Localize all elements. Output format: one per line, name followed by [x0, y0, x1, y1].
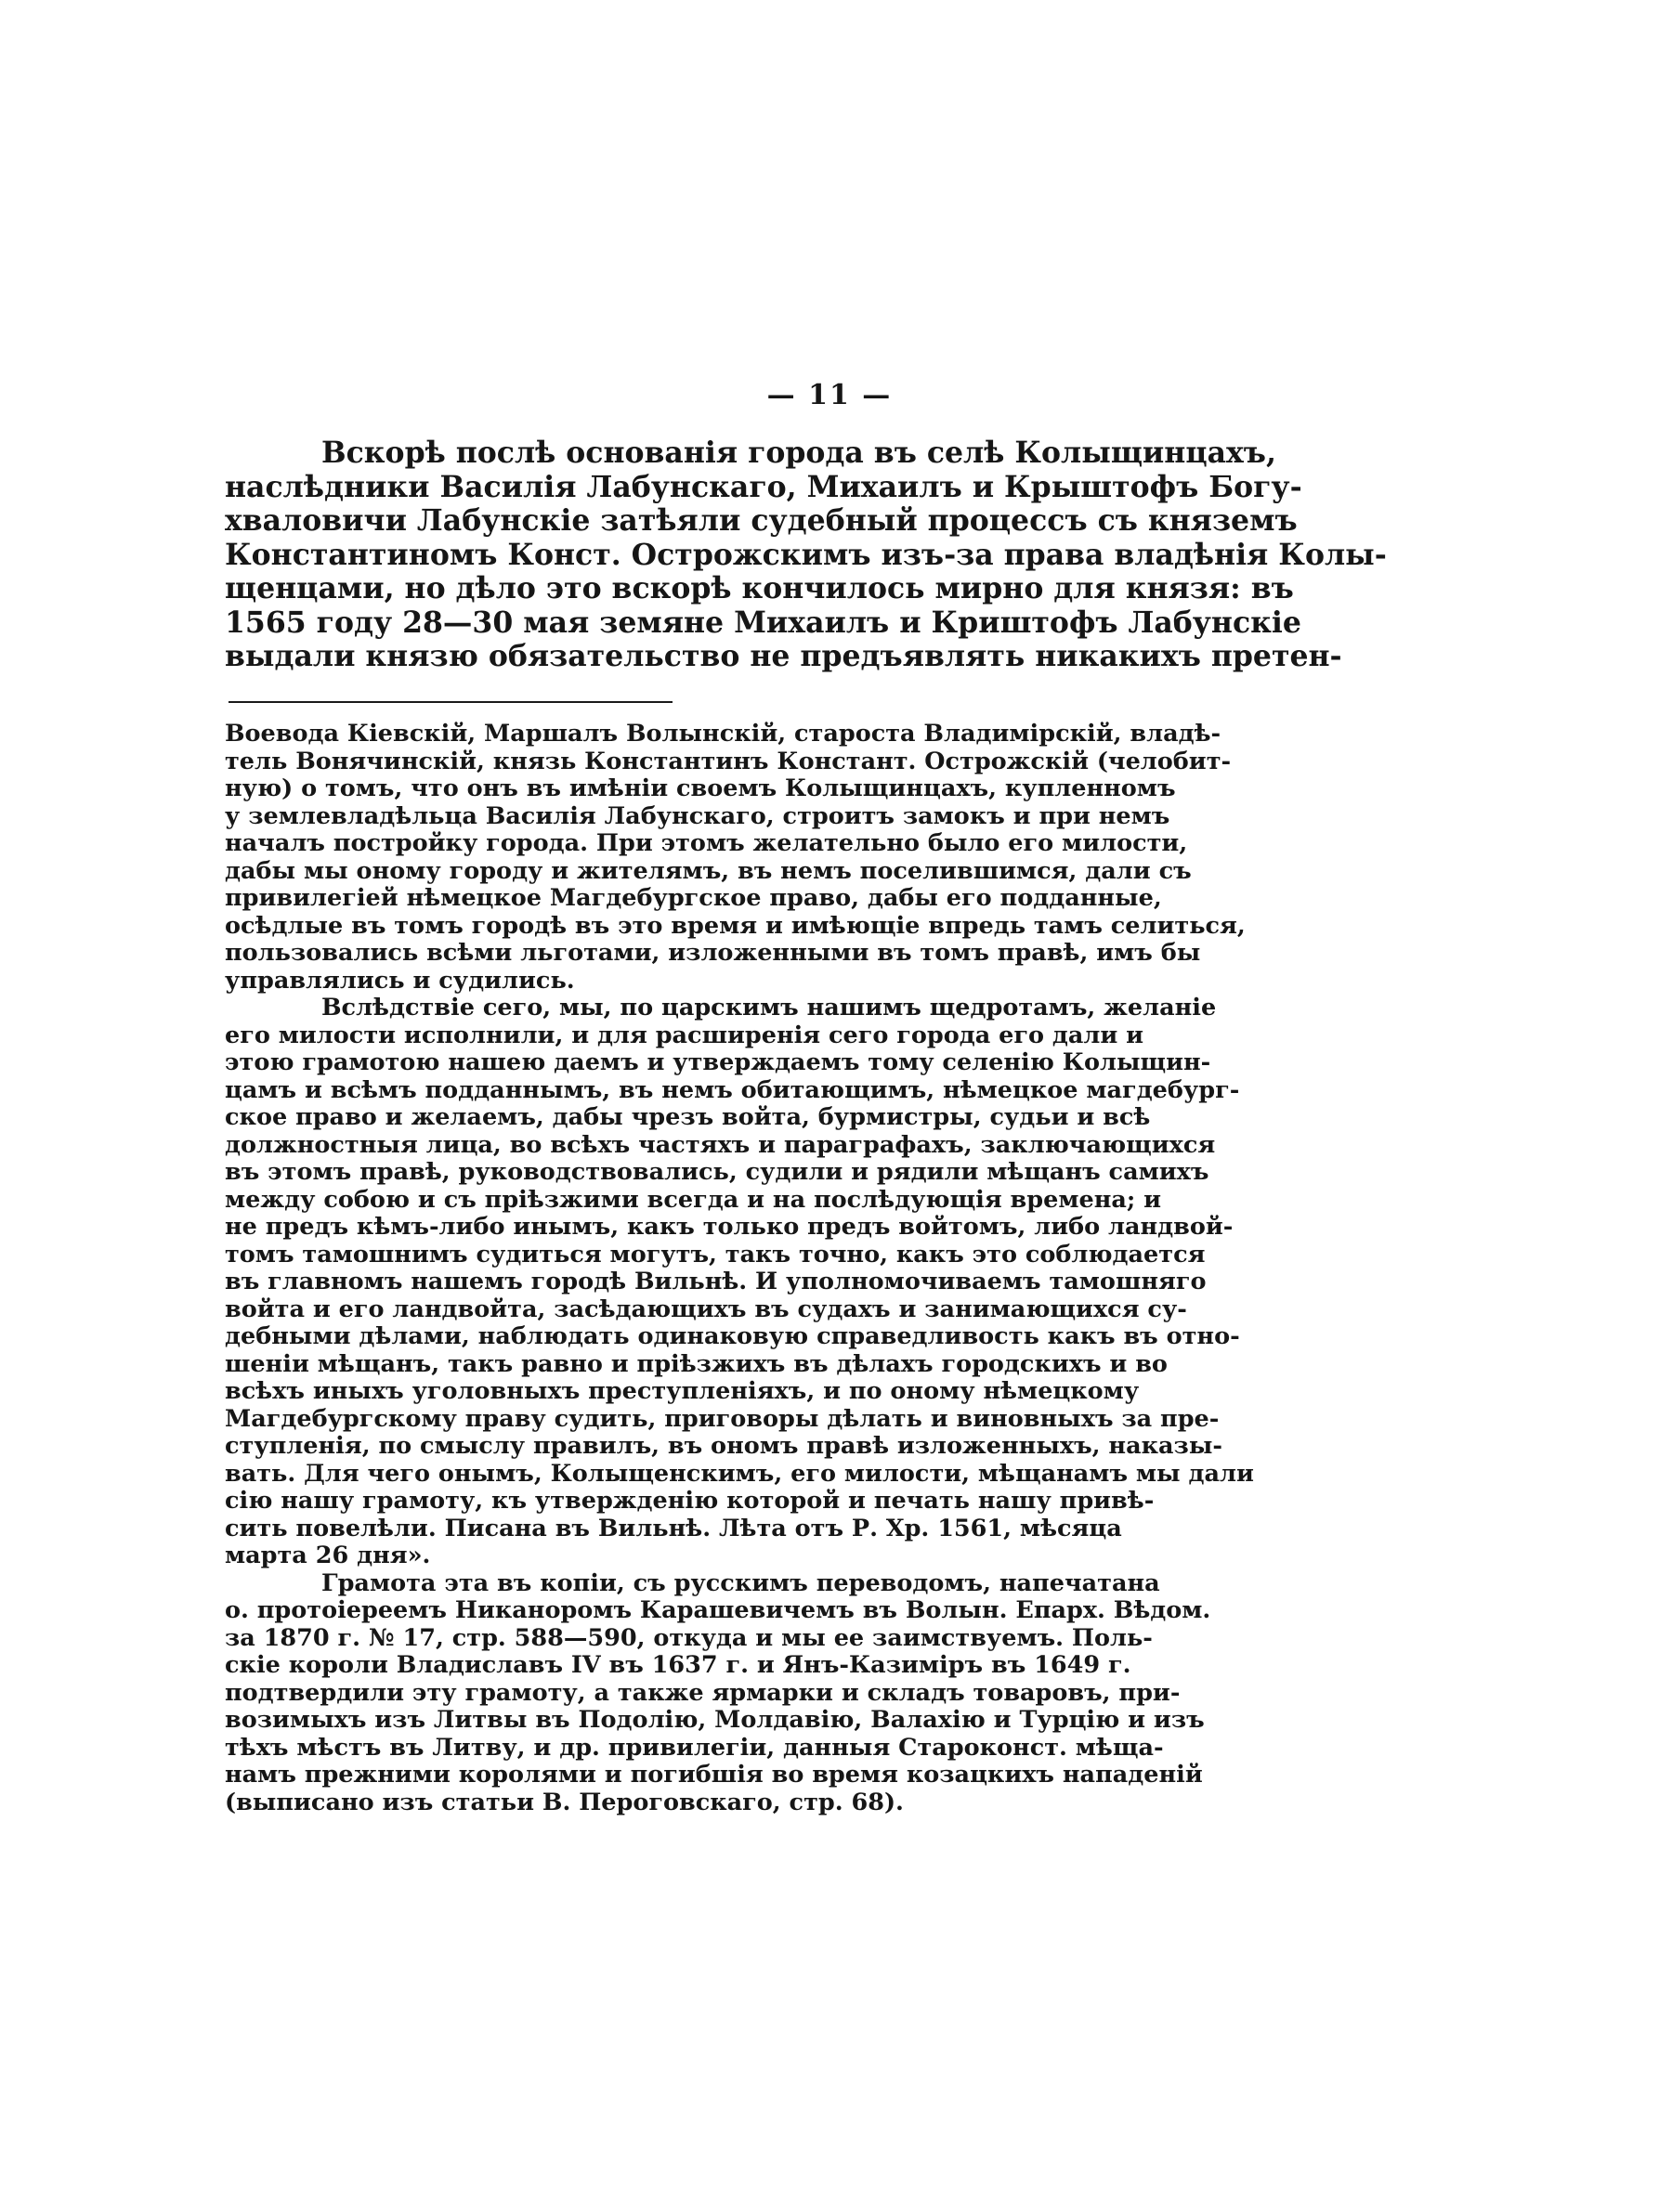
footnote-line: шеніи мѣщанъ, такъ равно и пріѣзжихъ въ дѣлахъ городскихъ и во — [225, 1349, 1168, 1378]
footnote-line: Грамота эта въ копіи, съ русскимъ переводомъ, напечатана — [321, 1568, 1160, 1597]
page-number: — 11 — — [766, 379, 893, 411]
footnote-line: сію нашу грамоту, къ утвержденію которой и печать нашу привѣ- — [225, 1487, 1155, 1515]
footnote-line: сить повелѣли. Писана въ Вильнѣ. Лѣта отъ Р. Хр. 1561, мѣсяца — [225, 1514, 1122, 1542]
footnote-paragraph-3 — [225, 1570, 1442, 1817]
main-line: хваловичи Лабунскіе затѣяли судебный процессъ съ княземъ — [225, 503, 1298, 538]
footnote-line: ское право и желаемъ, дабы чрезъ войта, бурмистры, судьи и всѣ — [225, 1103, 1151, 1131]
footnote-line: томъ тамошнимъ судиться могутъ, такъ точно, какъ это соблюдается — [225, 1240, 1206, 1269]
footnote-line: дабы мы оному городу и жителямъ, въ немъ поселившимся, дали съ — [225, 856, 1192, 885]
footnote-line: тѣхъ мѣстъ въ Литву, и др. привилегіи, данныя Староконст. мѣща- — [225, 1733, 1164, 1762]
footnote-line: этою грамотою нашею даемъ и утверждаемъ тому селенію Колыщин- — [225, 1048, 1211, 1076]
footnote-line: Вслѣдствіе сего, мы, по царскимъ нашимъ щедротамъ, желаніе — [321, 994, 1217, 1021]
footnote-paragraph-1 — [225, 721, 1442, 995]
footnote-line: скіе короли Владиславъ IV въ 1637 г. и Янъ-Казиміръ въ 1649 г. — [225, 1651, 1131, 1679]
main-line: щенцами, но дѣло это вскорѣ кончилось мирно для князя: въ — [225, 571, 1294, 605]
footnote-line: возимыхъ изъ Литвы въ Подолію, Молдавію, Валахію и Турцію и изъ — [225, 1706, 1205, 1734]
footnote-line: вать. Для чего онымъ, Колыщенскимъ, его милости, мѣщанамъ мы дали — [225, 1459, 1254, 1488]
main-paragraph — [225, 436, 1432, 674]
footnote-line: о. протоіереемъ Никаноромъ Карашевичемъ въ Волын. Епарх. Вѣдом. — [225, 1596, 1211, 1624]
main-line: выдали князю обязательство не предъявлять никакихъ претен- — [225, 639, 1342, 673]
footnote-line: всѣхъ иныхъ уголовныхъ преступленіяхъ, и по оному нѣмецкому — [225, 1377, 1140, 1405]
footnote-line: (выписано изъ статьи В. Пероговскаго, стр. 68). — [225, 1788, 904, 1816]
footnote-line: между собою и съ пріѣзжими всегда и на послѣдующія времена; и — [225, 1185, 1162, 1214]
footnote-line: Магдебургскому праву судить, приговоры дѣлать и виновныхъ за пре- — [225, 1404, 1220, 1433]
footnote-line: ступленія, по смыслу правилъ, въ ономъ правѣ изложенныхъ, наказы- — [225, 1432, 1222, 1460]
main-line: 1565 году 28—30 мая земяне Михаилъ и Криштофъ Лабунскіе — [225, 605, 1301, 640]
footnote-line: не предъ кѣмъ-либо инымъ, какъ только предъ войтомъ, либо ландвой- — [225, 1213, 1234, 1241]
main-line: Вскорѣ послѣ основанія города въ селѣ Колыщинцахъ, — [321, 436, 1276, 470]
footnote — [225, 721, 1442, 1816]
footnote-line: за 1870 г. № 17, стр. 588—590, откуда и мы ее заимствуемъ. Поль- — [225, 1623, 1153, 1652]
footnote-line: его милости исполнили, и для расширенія сего города его дали и — [225, 1021, 1144, 1049]
footnote-line: намъ прежними королями и погибшія во время козацкихъ нападеній — [225, 1761, 1203, 1789]
footnote-line: управлялись и судились. — [225, 966, 575, 995]
footnote-line: началъ постройку города. При этомъ желательно было его милости, — [225, 829, 1188, 857]
footnote-line: войта и его ландвойта, засѣдающихъ въ судахъ и занимающихся су- — [225, 1295, 1187, 1323]
footnote-line: пользовались всѣми льготами, изложенными въ томъ правѣ, имъ бы — [225, 939, 1201, 967]
footnote-line: марта 26 дня». — [225, 1542, 431, 1569]
main-line: наслѣдники Василія Лабунскаго, Михаилъ и Крыштофъ Богу- — [225, 469, 1302, 504]
footnote-line: ную) о томъ, что онъ въ имѣніи своемъ Колыщинцахъ, купленномъ — [225, 774, 1176, 802]
footnote-line: осѣдлые въ томъ городѣ въ это время и имѣющіе впредь тамъ селиться, — [225, 911, 1246, 940]
footnote-line: въ этомъ правѣ, руководствовались, судили и рядили мѣщанъ самихъ — [225, 1158, 1209, 1186]
footnote-paragraph-2 — [225, 995, 1442, 1570]
footnote-line: тель Вонячинскій, князь Константинъ Констант. Острожскій (челобит- — [225, 747, 1232, 775]
footnote-separator — [229, 701, 673, 703]
footnote-line: привилегіей нѣмецкое Магдебургское право, дабы его подданные, — [225, 884, 1162, 912]
footnote-line: дебными дѣлами, наблюдать одинаковую справедливость какъ въ отно- — [225, 1322, 1240, 1350]
footnote-line: въ главномъ нашемъ городѣ Вильнѣ. И уполномочиваемъ тамошняго — [225, 1268, 1207, 1295]
footnote-line: цамъ и всѣмъ подданнымъ, въ немъ обитающимъ, нѣмецкое магдебург- — [225, 1075, 1240, 1104]
footnote-line: подтвердили эту грамоту, а также ярмарки и складъ товаровъ, при- — [225, 1678, 1181, 1707]
footnote-line: должностныя лица, во всѣхъ частяхъ и параграфахъ, заключающихся — [225, 1130, 1216, 1159]
main-line: Константиномъ Конст. Острожскимъ изъ-за права владѣнія Колы- — [225, 537, 1387, 572]
footnote-line: Воевода Кіевскій, Маршалъ Волынскій, староста Владимірскій, владѣ- — [225, 720, 1221, 748]
footnote-line: у землевладѣльца Василія Лабунскаго, строитъ замокъ и при немъ — [225, 801, 1170, 830]
